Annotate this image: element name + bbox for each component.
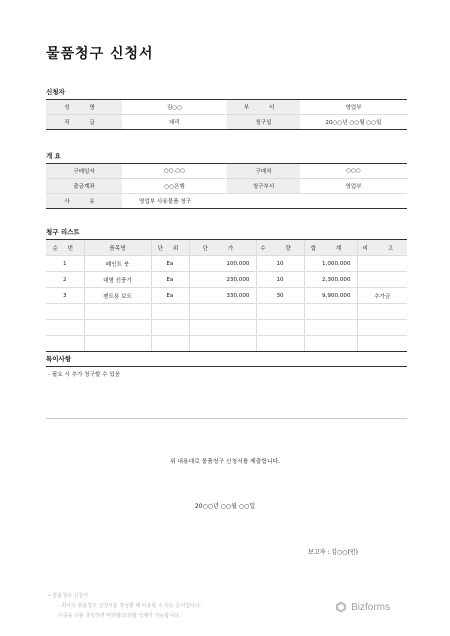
table-row [46,179,407,194]
table-row [46,194,407,209]
table-cell[interactable] [357,320,407,336]
table-cell[interactable]: 9,900,000 [304,288,357,304]
table-row [46,304,407,320]
field-value[interactable]: ○○.○○ [122,164,227,179]
table-cell[interactable] [46,304,84,320]
overview-table [46,163,407,209]
column-header: 품목명 [84,240,151,256]
table-cell[interactable] [151,336,189,352]
divider [46,418,407,419]
field-value[interactable]: 20○○년 ○○월 ○○일 [300,115,407,130]
section-label-applicant: 신청자 [46,88,65,96]
table-cell[interactable]: 2,300,000 [304,272,357,288]
bizforms-logo-icon [335,601,347,613]
table-cell[interactable]: 230,000 [189,272,256,288]
column-header: 단 가 [189,240,256,256]
table-row [46,256,407,272]
column-header: 순 번 [46,240,84,256]
table-cell[interactable] [151,304,189,320]
divider [46,366,407,367]
field-label: 부 서 [227,100,300,115]
field-label: 직 급 [46,115,122,130]
table-row [46,288,407,304]
field-label: 사 유 [46,194,122,209]
table-cell[interactable]: 330,000 [189,288,256,304]
document-title: 물품청구 신청서 [46,46,154,62]
table-cell[interactable] [256,304,304,320]
column-header: 수 량 [256,240,304,256]
table-cell[interactable] [357,256,407,272]
field-value[interactable]: 영업부 [300,100,407,115]
field-value[interactable]: 영업부 [300,179,407,194]
bullet-icon: • [48,593,53,599]
field-label: 청구부서 [227,179,300,194]
field-value[interactable]: ○○은행 [122,179,227,194]
special-note[interactable]: - 필요 시 추가 청구할 수 있음 [48,372,121,378]
table-header-row [46,240,407,256]
table-cell[interactable]: Ea [151,272,189,288]
reporter-signature[interactable]: 보고자 : 김○○(인) [308,549,358,556]
declaration-text: 위 내용대로 물품청구 신청서를 제출합니다. [169,459,280,465]
footer-line: - 회사의 물품청구 신청서를 작성할 때 사용할 수 있는 문서입니다. [58,603,202,609]
table-cell[interactable]: 대형 선풍기 [84,272,151,288]
table-cell[interactable] [84,320,151,336]
field-label: 출금계좌 [46,179,122,194]
footer-bullet [48,592,88,599]
table-cell[interactable]: 30 [256,288,304,304]
table-cell[interactable] [304,336,357,352]
table-cell[interactable] [357,272,407,288]
table-cell[interactable]: Ea [151,288,189,304]
table-cell[interactable] [46,320,84,336]
reason-value[interactable]: 영업부 사용물품 청구 [122,194,407,209]
field-label: 청구일 [227,115,300,130]
brand-name: Bizforms [351,601,390,613]
brand-logo [335,601,390,613]
table-cell[interactable] [357,336,407,352]
table-cell[interactable] [151,320,189,336]
field-label: 구매일자 [46,164,122,179]
footer-title: 물품청구 신청서 [52,593,88,599]
table-cell[interactable] [46,336,84,352]
table-cell[interactable]: 추가금 [357,288,407,304]
table-cell[interactable]: 10 [256,256,304,272]
table-cell[interactable] [84,304,151,320]
table-cell[interactable]: 10 [256,272,304,288]
column-header: 합 계 [304,240,357,256]
table-cell[interactable]: 100,000 [189,256,256,272]
table-cell[interactable]: 1,000,000 [304,256,357,272]
field-value[interactable]: ○○○ [300,164,407,179]
table-cell[interactable] [189,336,256,352]
field-value[interactable]: 김○○ [122,100,227,115]
table-cell[interactable]: 펜트용 보트 [84,288,151,304]
table-row [46,336,407,352]
table-cell[interactable] [84,336,151,352]
sign-date[interactable]: 20○○년 ○○월 ○○일 [194,503,256,510]
table-row [46,272,407,288]
table-row [46,164,407,179]
table-cell[interactable] [256,336,304,352]
table-row [46,320,407,336]
section-label-overview: 개 요 [46,152,61,160]
table-cell[interactable] [357,304,407,320]
table-cell[interactable]: 페인트 붓 [84,256,151,272]
table-row [46,115,407,130]
table-cell[interactable] [189,320,256,336]
footer-line: 이곳을 더블 클릭하면 머리말/꼬리말 삭제가 가능합니다. [58,613,181,619]
table-cell[interactable] [304,304,357,320]
table-cell[interactable] [189,304,256,320]
column-header: 단 위 [151,240,189,256]
table-cell[interactable] [256,320,304,336]
table-cell[interactable]: 3 [46,288,84,304]
field-label: 성 명 [46,100,122,115]
table-cell[interactable]: Ea [151,256,189,272]
table-cell[interactable]: 1 [46,256,84,272]
section-label-special: 특이사항 [46,355,72,363]
column-header: 비 고 [357,240,407,256]
section-label-list: 청구 리스트 [46,228,80,236]
applicant-table [46,99,407,130]
field-value[interactable]: 대리 [122,115,227,130]
table-cell[interactable]: 2 [46,272,84,288]
table-cell[interactable] [304,320,357,336]
field-label: 구매처 [227,164,300,179]
request-list-table [46,239,407,352]
table-row [46,100,407,115]
